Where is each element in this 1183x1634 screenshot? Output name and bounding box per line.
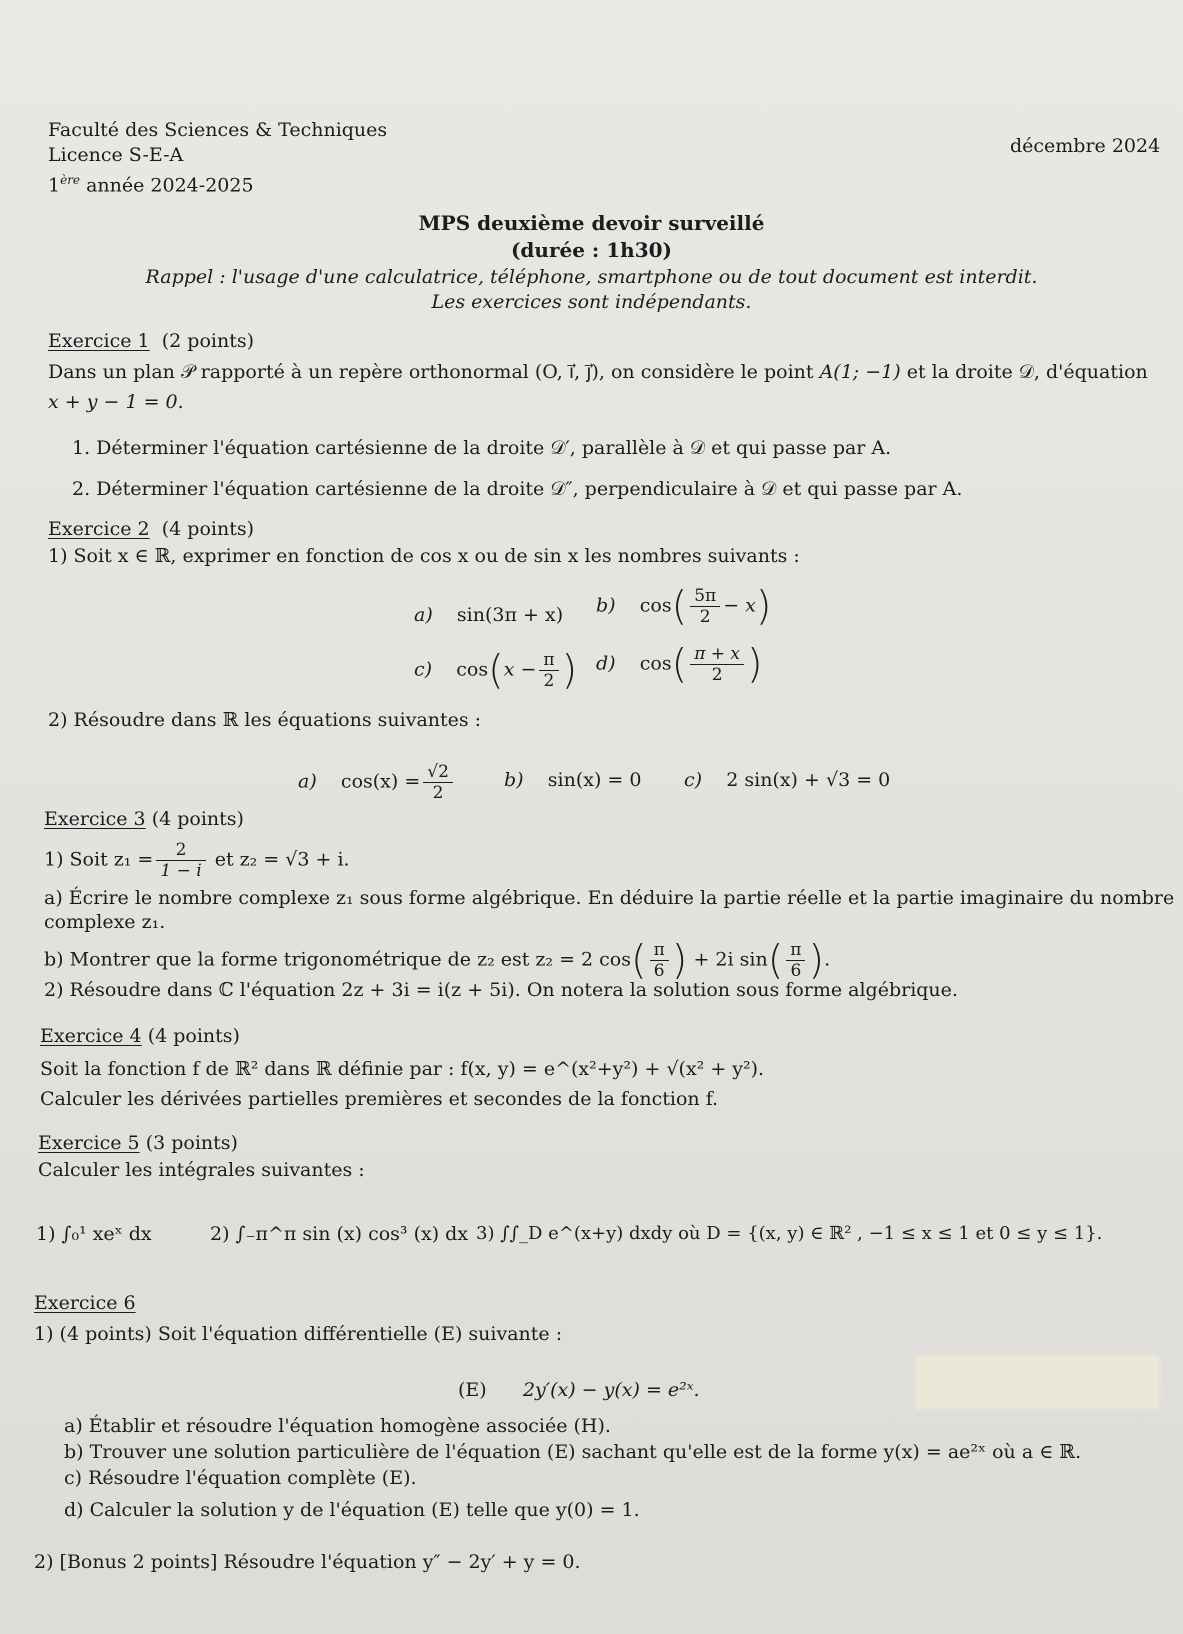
ex6-heading — [34, 1292, 136, 1314]
ex1-intro — [48, 360, 1148, 384]
exam-duration: (durée : 1h30) — [510, 238, 673, 262]
ex3-qb-mid: + 2i sin — [693, 948, 768, 971]
ex6-eq — [458, 1378, 700, 1402]
ex2-b-label: b) — [596, 594, 616, 617]
ex3-qa: a) Écrire le nombre complexe z₁ sous forme algébrique. En déduire la partie réelle et la partie imaginaire du nombre — [44, 887, 1175, 909]
ex1-points: (2 points) — [161, 330, 255, 352]
ex2-eq-a-den: 2 — [432, 783, 444, 803]
ex5-label: Exercice 5 — [38, 1132, 140, 1154]
ex2-points: (4 points) — [161, 518, 255, 540]
ex2-q1: 1) Soit x ∈ ℝ, exprimer en fonction de cos x ou de sin x les nombres suivants : — [48, 545, 800, 567]
ex6-qd: d) Calculer la solution y de l'équation (E) telle que y(0) = 1. — [64, 1499, 640, 1521]
ex2-item-b: b) cos( $\frac{5\pi}{2}$ − x) — [596, 583, 772, 630]
ex2-c-cos: cos — [456, 658, 489, 681]
ex2-eq-c — [684, 768, 890, 792]
ex3-qb-num1: π — [650, 940, 669, 961]
ex3-label: Exercice 3 — [44, 808, 146, 830]
ex6-eq-label: (E) — [458, 1379, 487, 1401]
year-num: 1 — [48, 174, 61, 197]
ex1-q1: 1. Déterminer l'équation cartésienne de la droite 𝒟′, parallèle à 𝒟 et qui passe par A. — [72, 437, 892, 459]
ex1-intro-a: Dans un plan 𝒫 rapporté à un repère orthonormal (O, i⃗, j⃗), on considère le point — [48, 361, 814, 383]
ex2-item-d: d) cos( $\frac{\pi + x}{2}$ ) — [596, 641, 763, 688]
ex2-c-in: x − — [503, 658, 537, 681]
ex5-integral-3: 3) ∫∫_D e^(x+y) dxdy où D = {(x, y) ∈ ℝ² , −1 ≤ x ≤ 1 et 0 ≤ y ≤ 1}. — [476, 1223, 1103, 1244]
ex3-qa2: complexe z₁. — [44, 911, 166, 933]
ex2-c-label: c) — [414, 658, 433, 681]
ex4-line2: Calculer les dérivées partielles premières et secondes de la fonction f. — [40, 1088, 719, 1110]
ex2-eq-b — [504, 768, 641, 792]
ex6-q1: 1) (4 points) Soit l'équation différentielle (E) suivante : — [34, 1323, 563, 1345]
ex2-eq-c-label: c) — [684, 769, 703, 791]
ex2-heading — [48, 518, 254, 540]
ex2-eq-a-label: a) — [298, 770, 317, 793]
ex4-points: (4 points) — [147, 1025, 240, 1047]
ex3-q1-post: et z₂ = √3 + i. — [214, 848, 350, 871]
year-rest: année 2024-2025 — [80, 174, 254, 197]
ex6-qb: b) Trouver une solution particulière de l'équation (E) sachant qu'elle est de la forme y(x) = ae²ˣ où a ∈ ℝ. — [64, 1441, 1082, 1463]
independent-note: Les exercices sont indépendants. — [431, 291, 752, 313]
ex1-equation: x + y − 1 = 0. — [48, 391, 184, 413]
ex2-eq-c-expr: 2 sin(x) + √3 = 0 — [726, 769, 891, 791]
ex4-heading — [40, 1025, 240, 1047]
ex3-qb: b) Montrer que la forme trigonométrique de z₂ est z₂ = 2 cos( $\frac{\pi}{6}$ ) + 2i sin( $\frac{\pi}{6}$ ). — [44, 937, 831, 984]
ex4-line1: Soit la fonction f de ℝ² dans ℝ définie par : f(x, y) = e^(x²+y²) + √(x² + y²). — [40, 1058, 765, 1080]
ex2-b-cos: cos — [639, 594, 672, 617]
ex4-label: Exercice 4 — [40, 1025, 142, 1047]
ex1-heading — [48, 330, 254, 352]
ex2-b-num: 5π — [690, 586, 720, 607]
ex2-d-den: 2 — [711, 665, 723, 685]
ex3-heading — [44, 808, 244, 830]
ex2-a-label: a) — [414, 604, 433, 626]
ex2-item-a — [414, 603, 563, 627]
ex3-qb-den1: 6 — [653, 961, 665, 981]
ex3-points: (4 points) — [151, 808, 244, 830]
ex2-eq-b-label: b) — [504, 769, 524, 791]
year-sup: ère — [60, 173, 81, 187]
ex3-qb-num2: π — [786, 940, 805, 961]
exam-date: décembre 2024 — [1010, 135, 1161, 157]
ex3-q2: 2) Résoudre dans ℂ l'équation 2z + 3i = i(z + 5i). On notera la solution sous forme algébrique. — [44, 979, 958, 1001]
ex6-eq-expr: 2y′(x) − y(x) = e²ˣ. — [522, 1379, 700, 1401]
ex3-q1-den: 1 − i — [160, 861, 202, 881]
ex6-qa: a) Établir et résoudre l'équation homogène associée (H). — [64, 1415, 611, 1437]
ex5-heading — [38, 1132, 238, 1154]
program: Licence S-E-A — [48, 144, 184, 166]
ex5-intro: Calculer les intégrales suivantes : — [38, 1159, 365, 1181]
ex2-d-cos: cos — [639, 652, 672, 675]
ex6-qc: c) Résoudre l'équation complète (E). — [64, 1467, 417, 1489]
ex1-q2: 2. Déterminer l'équation cartésienne de la droite 𝒟″, perpendiculaire à 𝒟 et qui passe par A. — [72, 478, 963, 500]
ex2-q2: 2) Résoudre dans ℝ les équations suivantes : — [48, 709, 482, 731]
exam-title: MPS deuxième devoir surveillé — [418, 211, 765, 235]
ex6-q2: 2) [Bonus 2 points] Résoudre l'équation y″ − 2y′ + y = 0. — [34, 1551, 581, 1573]
ex1-intro-b: et la droite 𝒟, d'équation — [906, 361, 1148, 383]
ex2-eq-a-pre: cos(x) = — [340, 770, 421, 793]
ex2-label: Exercice 2 — [48, 518, 150, 540]
ex2-d-label: d) — [596, 652, 616, 675]
institution: Faculté des Sciences & Techniques — [48, 119, 388, 141]
ex2-a-expr: sin(3π + x) — [456, 604, 564, 626]
ex1-label: Exercice 1 — [48, 330, 150, 352]
ex2-eq-a — [298, 762, 456, 803]
ex2-c-den: 2 — [543, 671, 555, 691]
ex5-integral-2: 2) ∫₋π^π sin (x) cos³ (x) dx — [210, 1223, 469, 1245]
ex2-b-post: − x — [723, 594, 756, 617]
ex2-eq-a-num: √2 — [423, 762, 453, 783]
ex5-points: (3 points) — [145, 1132, 238, 1154]
ex1-point: A(1; −1) — [819, 361, 901, 383]
reminder: Rappel : l'usage d'une calculatrice, téléphone, smartphone ou de tout document est interdit. — [145, 266, 1038, 288]
ex3-qb-end: . — [824, 948, 831, 971]
ex3-q1-num: 2 — [156, 840, 205, 861]
ex3-qb-pre: b) Montrer que la forme trigonométrique de z₂ est z₂ = 2 cos — [44, 948, 631, 971]
ex3-q1-pre: 1) Soit z₁ = — [44, 848, 154, 871]
academic-year — [48, 168, 254, 197]
ex2-d-num: π + x — [690, 644, 744, 665]
ex2-item-c: c) cos(x − $\frac{\pi}{2}$ ) — [414, 647, 578, 694]
ex2-b-den: 2 — [699, 607, 711, 627]
ex3-q1 — [44, 840, 350, 881]
ex3-qb-den2: 6 — [790, 961, 802, 981]
ex2-c-num: π — [539, 650, 558, 671]
paper-patch — [915, 1355, 1160, 1410]
ex5-integral-1: 1) ∫₀¹ xeˣ dx — [36, 1223, 152, 1245]
ex2-eq-b-expr: sin(x) = 0 — [547, 769, 642, 791]
ex6-label: Exercice 6 — [34, 1292, 136, 1314]
